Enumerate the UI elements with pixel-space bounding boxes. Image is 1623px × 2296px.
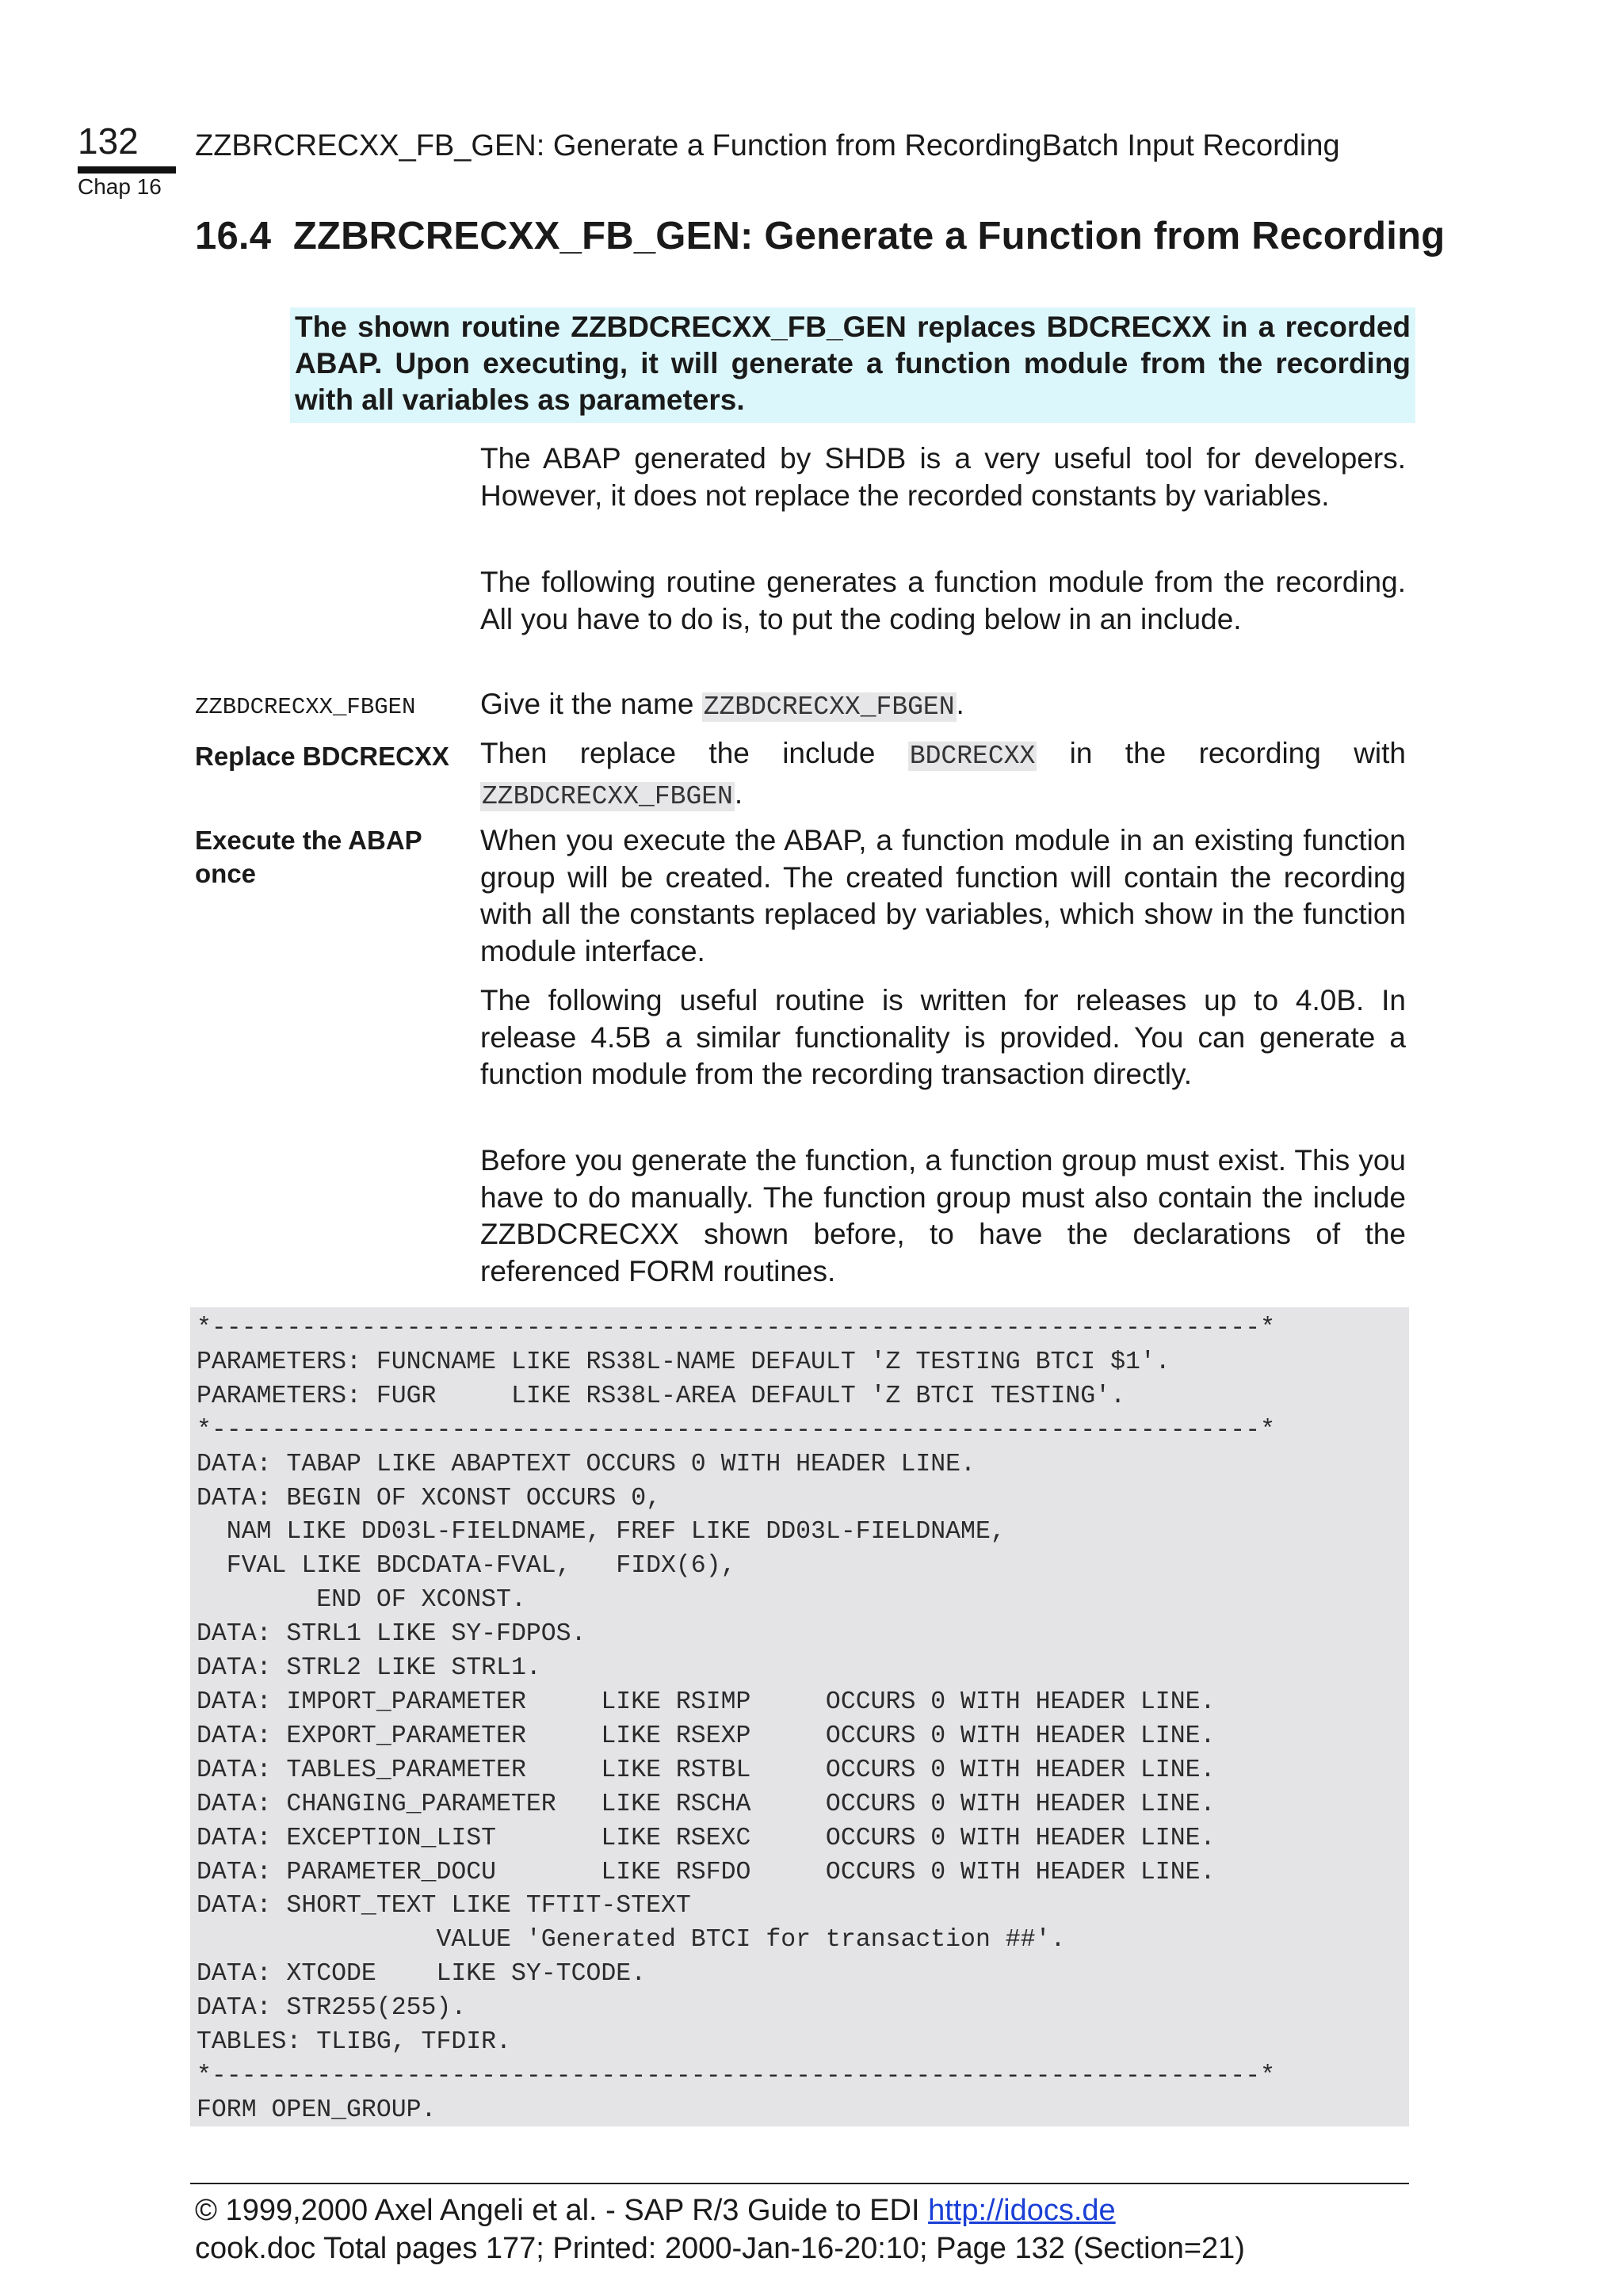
running-title: ZZBRCRECXX_FB_GEN: Generate a Function from RecordingBatch Input Recording [195, 129, 1340, 162]
paragraph-text: Then replace the include [480, 737, 908, 769]
chapter-label: Chap 16 [78, 174, 162, 199]
section-heading [195, 211, 1445, 261]
section-title: ZZBRCRECXX_FB_GEN: Generate a Function from Recording [292, 215, 1445, 257]
margin-note-execute: Execute the ABAP once [195, 826, 422, 888]
inline-code: ZZBDCRECXX_FBGEN [482, 781, 733, 811]
margin-note-replace: Replace BDCRECXX [195, 742, 449, 771]
paragraph-text: . [734, 776, 743, 810]
inline-code: BDCRECXX [909, 742, 1036, 771]
footer-link[interactable]: http://idocs.de [928, 2194, 1116, 2227]
abstract-highlight: The shown routine ZZBDCRECXX_FB_GEN replaces BDCRECXX in a recorded ABAP. Upon executing, it will generate a function module from the recording with all variables as parameters. [290, 307, 1415, 423]
page-number: 132 [78, 120, 139, 162]
margin-note-fbgen: ZZBDCRECXX_FBGEN [195, 694, 416, 720]
paragraph-releases: The following useful routine is written for releases up to 4.0B. In release 4.5B a similar functionality is provided. You can generate a function module from the recording transaction directly. [480, 984, 1406, 1090]
inline-code: ZZBDCRECXX_FBGEN [703, 692, 955, 722]
paragraph-give-name [480, 686, 1406, 727]
paragraph-routine-intro: The following routine generates a function module from the recording. All you have to do is, to put the coding below in an include. [480, 566, 1406, 635]
footer-print-info: cook.doc Total pages 177; Printed: 2000-Jan-16-20:10; Page 132 (Section=21) [195, 2232, 1245, 2265]
paragraph-function-group: Before you generate the function, a function group must exist. This you have to do manually. The function group must also contain the include ZZBDCRECXX shown before, to have the declarations of the referenced FORM routines. [480, 1144, 1406, 1287]
footer-copyright [195, 2191, 1116, 2230]
footer-copyright-text: © 1999,2000 Axel Angeli et al. - SAP R/3 Guide to EDI [195, 2194, 929, 2227]
footer-rule [190, 2183, 1409, 2184]
code-listing: *----------------------------------------------------------------------* PARAMETERS: FUNCNAME LIKE RS38L-NAME DEFAULT 'Z TESTING BTCI $1'. PARAMETERS: FUGR LIKE RS38L-AREA DEFAULT 'Z BTCI TESTING'. *----------------------------------------------------------------------* DATA: TABAP LIKE ABAPTEXT OCCURS 0 WITH HEADER LINE. DATA: BEGIN OF XCONST OCCURS 0, NAM LIKE DD03L-FIELDNAME, FREF LIKE DD03L-FIELDNAME, FVAL LIKE BDCDATA-FVAL, FIDX(6), END OF XCONST. DATA: STRL1 LIKE SY-FDPOS. DATA: STRL2 LIKE STRL1. DATA: IMPORT_PARAMETER LIKE RSIMP OCCURS 0 WITH HEADER LINE. DATA: EXPORT_PARAMETER LIKE RSEXP OCCURS 0 WITH HEADER LINE. DATA: TABLES_PARAMETER LIKE RSTBL OCCURS 0 WITH HEADER LINE. DATA: CHANGING_PARAMETER LIKE RSCHA OCCURS 0 WITH HEADER LINE. DATA: EXCEPTION_LIST LIKE RSEXC OCCURS 0 WITH HEADER LINE. DATA: PARAMETER_DOCU LIKE RSFDO OCCURS 0 WITH HEADER LINE. DATA: SHORT_TEXT LIKE TFTIT-STEXT VALUE 'Generated BTCI for transaction ##'. DATA: XTCODE LIKE SY-TCODE. DATA: STR255(255). TABLES: TLIBG, TFDIR. *----------------------------------------------------------------------* FORM OPEN_GROUP. [197, 1314, 1276, 2124]
paragraph-shdb-intro: The ABAP generated by SHDB is a very useful tool for developers. However, it does not replace the recorded constants by variables. [480, 442, 1406, 512]
paragraph-text: . [956, 688, 964, 720]
section-number: 16.4 [195, 215, 272, 257]
paragraph-text: in the recording with [1037, 737, 1406, 769]
paragraph-execute: When you execute the ABAP, a function module in an existing function group will be created. The created function will contain the recording with all the constants replaced by variables, which show in the function module interface. [480, 824, 1406, 967]
paragraph-text: Give it the name [480, 688, 702, 720]
code-block [190, 1307, 1409, 2126]
paragraph-replace-include [480, 735, 1406, 815]
